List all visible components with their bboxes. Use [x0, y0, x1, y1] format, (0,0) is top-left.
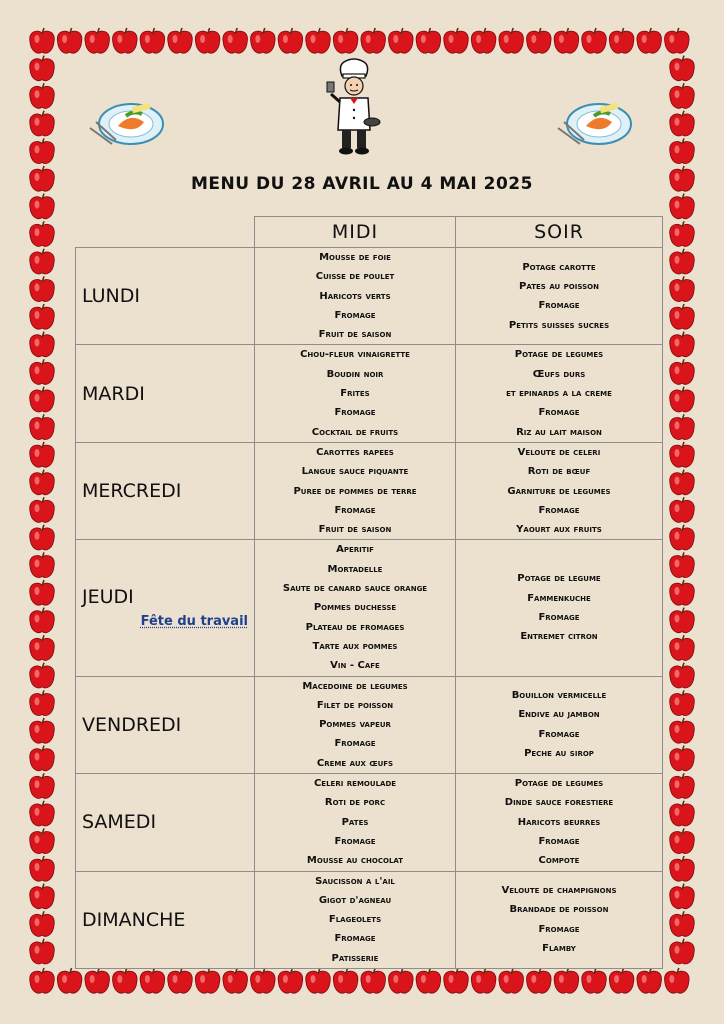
- apple-icon: [609, 28, 634, 53]
- apple-icon: [670, 911, 695, 936]
- soir-cell: [456, 248, 663, 345]
- dish-item: Frites: [340, 388, 370, 400]
- dish-item: Vin - Cafe: [330, 660, 380, 672]
- apple-icon: [30, 828, 55, 853]
- dish-item: Fromage: [334, 835, 376, 847]
- apple-icon: [113, 28, 138, 53]
- apple-icon: [416, 968, 441, 993]
- dish-item: Creme aux œufs: [316, 757, 394, 769]
- column-header-soir: SOIR: [456, 217, 663, 248]
- apple-icon: [195, 968, 220, 993]
- apple-icon: [670, 111, 695, 136]
- dish-item: Fromage: [538, 407, 580, 419]
- apple-icon: [582, 968, 607, 993]
- dish-item: Plateau de fromages: [305, 621, 405, 633]
- apple-icon: [670, 304, 695, 329]
- dish-item: Fromage: [334, 738, 376, 750]
- dish-item: Roti de bœuf: [527, 466, 591, 478]
- dish-item: Mousse au chocolat: [306, 855, 404, 867]
- apple-icon: [30, 801, 55, 826]
- apple-icon: [30, 359, 55, 384]
- apple-icon: [30, 442, 55, 467]
- apple-icon: [85, 968, 110, 993]
- apple-icon: [30, 470, 55, 495]
- apple-icon: [665, 28, 690, 53]
- dish-item: Saucisson a l'ail: [315, 875, 395, 887]
- apple-icon: [333, 968, 358, 993]
- table-row: [76, 248, 663, 345]
- apple-icon: [670, 83, 695, 108]
- soir-cell: [456, 345, 663, 442]
- dish-item: Fromage: [334, 504, 376, 516]
- apple-icon: [670, 497, 695, 522]
- chef-icon: [326, 58, 382, 158]
- table-row: [76, 345, 663, 442]
- apple-icon: [223, 968, 248, 993]
- apple-icon: [499, 968, 524, 993]
- apple-icon: [30, 552, 55, 577]
- dish-item: Fromage: [538, 504, 580, 516]
- apple-icon: [527, 968, 552, 993]
- dish-item: Pommes vapeur: [319, 719, 391, 731]
- dish-item: Œufs durs: [532, 368, 586, 380]
- day-name: DIMANCHE: [82, 908, 186, 931]
- apple-icon: [168, 968, 193, 993]
- apple-icon: [30, 221, 55, 246]
- apple-icon: [670, 608, 695, 633]
- apple-icon: [30, 939, 55, 964]
- dish-item: Pates au poisson: [519, 280, 599, 292]
- dish-item: Potage de legumes: [514, 349, 604, 361]
- dish-item: Fromage: [334, 407, 376, 419]
- apple-icon: [30, 497, 55, 522]
- apple-icon: [195, 28, 220, 53]
- apple-icon: [251, 28, 276, 53]
- dish-item: Endive au jambon: [518, 709, 600, 721]
- dish-item: Mortadelle: [327, 563, 383, 575]
- apple-icon: [670, 828, 695, 853]
- apple-icon: [30, 56, 55, 81]
- apple-icon: [670, 249, 695, 274]
- dish-item: Fruit de saison: [318, 329, 392, 341]
- apple-icon: [85, 28, 110, 53]
- apple-icon: [140, 968, 165, 993]
- day-cell: [76, 676, 255, 773]
- day-name: MARDI: [82, 382, 145, 405]
- apple-icon: [30, 276, 55, 301]
- dish-item: Aperitif: [336, 544, 374, 556]
- dish-item: Mousse de foie: [319, 252, 391, 263]
- day-cell: [76, 345, 255, 442]
- apple-icon: [670, 635, 695, 660]
- apple-icon: [416, 28, 441, 53]
- table-row: [76, 871, 663, 968]
- dish-item: Saute de canard sauce orange: [282, 583, 428, 595]
- apple-icon: [670, 359, 695, 384]
- midi-cell: [255, 774, 456, 871]
- day-cell: [76, 540, 255, 676]
- dish-item: Cocktail de fruits: [311, 426, 399, 438]
- table-corner: [76, 217, 255, 248]
- column-header-midi: MIDI: [255, 217, 456, 248]
- dish-item: Roti de porc: [324, 797, 386, 809]
- midi-cell: [255, 442, 456, 539]
- apple-icon: [670, 773, 695, 798]
- apple-icon: [389, 968, 414, 993]
- apple-icon: [57, 968, 82, 993]
- dish-item: Petits suisses sucres: [508, 319, 610, 331]
- plate-icon: [86, 100, 166, 150]
- apple-icon: [30, 387, 55, 412]
- apple-icon: [670, 442, 695, 467]
- dish-item: Pates: [341, 816, 369, 828]
- midi-cell: [255, 871, 456, 968]
- apple-icon: [140, 28, 165, 53]
- apple-icon: [499, 28, 524, 53]
- apple-icon: [168, 28, 193, 53]
- dish-item: Flamby: [542, 943, 576, 955]
- apple-icon: [333, 28, 358, 53]
- apple-icon: [670, 690, 695, 715]
- table-row: [76, 676, 663, 773]
- dish-item: Boudin noir: [326, 368, 384, 380]
- apple-icon: [306, 968, 331, 993]
- dish-item: Fromage: [334, 309, 376, 321]
- apple-icon: [670, 552, 695, 577]
- dish-item: Dinde sauce forestiere: [504, 797, 614, 809]
- dish-item: Fromage: [538, 728, 580, 740]
- dish-item: Entremet citron: [520, 631, 598, 643]
- menu-body: [76, 248, 663, 969]
- dish-item: Cuisse de poulet: [315, 271, 395, 283]
- apple-icon: [670, 138, 695, 163]
- apple-icon: [278, 968, 303, 993]
- apple-icon: [471, 968, 496, 993]
- apple-icon: [30, 635, 55, 660]
- dish-item: Fromage: [334, 933, 376, 945]
- apple-icon: [30, 194, 55, 219]
- apple-icon: [30, 332, 55, 357]
- apple-icon: [30, 608, 55, 633]
- apple-icon: [389, 28, 414, 53]
- soir-cell: [456, 442, 663, 539]
- dish-item: Brandade de poisson: [509, 904, 609, 916]
- apple-icon: [30, 884, 55, 909]
- apple-icon: [554, 28, 579, 53]
- apple-icon: [609, 968, 634, 993]
- dish-item: Flageolets: [328, 914, 382, 926]
- apple-icon: [30, 663, 55, 688]
- day-name: LUNDI: [82, 285, 140, 308]
- dish-item: Potage de legumes: [514, 778, 604, 790]
- dish-item: Filet de poisson: [316, 699, 394, 711]
- dish-item: Puree de pommes de terre: [293, 485, 417, 497]
- midi-cell: [255, 248, 456, 345]
- dish-item: Macedoine de legumes: [302, 680, 408, 692]
- day-cell: [76, 774, 255, 871]
- dish-item: Yaourt aux fruits: [516, 524, 602, 536]
- soir-cell: [456, 871, 663, 968]
- apple-icon: [361, 28, 386, 53]
- table-row: [76, 442, 663, 539]
- apple-icon: [30, 718, 55, 743]
- apple-icon: [471, 28, 496, 53]
- apple-icon: [113, 968, 138, 993]
- dish-item: Carottes rapees: [316, 446, 394, 458]
- apple-icon: [278, 28, 303, 53]
- plate-icon: [554, 100, 634, 150]
- apple-icon: [30, 856, 55, 881]
- dish-item: Veloute de champignons: [501, 885, 617, 897]
- apple-icon: [670, 580, 695, 605]
- apple-icon: [670, 746, 695, 771]
- apple-icon: [670, 801, 695, 826]
- apple-icon: [670, 276, 695, 301]
- day-cell: [76, 442, 255, 539]
- apple-icon: [30, 746, 55, 771]
- apple-icon: [30, 249, 55, 274]
- apple-icon: [670, 194, 695, 219]
- apple-icon: [30, 111, 55, 136]
- apple-icon: [527, 28, 552, 53]
- dish-item: Celeri remoulade: [313, 778, 397, 790]
- dish-item: Fromage: [538, 611, 580, 623]
- apple-icon: [670, 884, 695, 909]
- dish-item: Langue sauce piquante: [301, 466, 409, 478]
- apple-icon: [30, 690, 55, 715]
- dish-item: Potage carotte: [522, 261, 596, 273]
- dish-item: Tarte aux pommes: [312, 640, 398, 652]
- apple-icon: [554, 968, 579, 993]
- dish-item: Veloute de celeri: [517, 446, 601, 458]
- apple-icon: [670, 525, 695, 550]
- apple-icon: [637, 28, 662, 53]
- apple-icon: [223, 28, 248, 53]
- apple-icon: [670, 663, 695, 688]
- midi-cell: [255, 676, 456, 773]
- apple-icon: [670, 856, 695, 881]
- apple-icon: [30, 414, 55, 439]
- apple-icon: [444, 968, 469, 993]
- table-row: [76, 540, 663, 676]
- soir-cell: [456, 540, 663, 676]
- dish-item: et epinards a la creme: [506, 388, 612, 400]
- dish-item: Gigot d'agneau: [318, 894, 392, 906]
- holiday-note: Fête du travail: [140, 614, 248, 630]
- apple-icon: [306, 28, 331, 53]
- day-name: VENDREDI: [82, 713, 182, 736]
- apple-icon: [361, 968, 386, 993]
- apple-icon: [30, 138, 55, 163]
- dish-item: Bouillon vermicelle: [511, 690, 607, 702]
- apple-icon: [30, 773, 55, 798]
- apple-icon: [665, 968, 690, 993]
- apple-icon: [30, 525, 55, 550]
- apple-icon: [670, 56, 695, 81]
- dish-item: Pommes duchesse: [313, 602, 397, 614]
- apple-icon: [30, 968, 55, 993]
- day-name: SAMEDI: [82, 811, 157, 834]
- dish-item: Fromage: [538, 300, 580, 312]
- dish-item: Potage de legume: [517, 573, 601, 585]
- apple-icon: [670, 718, 695, 743]
- apple-icon: [30, 911, 55, 936]
- apple-icon: [30, 580, 55, 605]
- midi-cell: [255, 540, 456, 676]
- apple-icon: [670, 221, 695, 246]
- dish-item: Peche au sirop: [524, 748, 594, 760]
- menu-title: MENU DU 28 AVRIL AU 4 MAI 2025: [191, 174, 533, 194]
- dish-item: Fromage: [538, 835, 580, 847]
- soir-cell: [456, 774, 663, 871]
- day-name: MERCREDI: [82, 480, 182, 503]
- apple-icon: [670, 470, 695, 495]
- apple-icon: [57, 28, 82, 53]
- soir-cell: [456, 676, 663, 773]
- apple-icon: [30, 83, 55, 108]
- dish-item: Chou-fleur vinaigrette: [300, 349, 410, 361]
- apple-icon: [30, 28, 55, 53]
- dish-item: Riz au lait maison: [516, 426, 602, 438]
- apple-icon: [251, 968, 276, 993]
- apple-icon: [670, 414, 695, 439]
- apple-icon: [670, 939, 695, 964]
- apple-icon: [582, 28, 607, 53]
- dish-item: Haricots beurres: [517, 816, 601, 828]
- day-name: JEUDI: [82, 586, 134, 609]
- dish-item: Garniture de legumes: [507, 485, 611, 497]
- dish-item: Fruit de saison: [318, 524, 392, 536]
- apple-icon: [670, 387, 695, 412]
- dish-item: Fammenkuche: [527, 592, 591, 604]
- apple-icon: [30, 304, 55, 329]
- day-cell: [76, 871, 255, 968]
- dish-item: Patisserie: [331, 952, 379, 964]
- apple-icon: [637, 968, 662, 993]
- table-row: [76, 774, 663, 871]
- menu-table: [75, 216, 663, 969]
- midi-cell: [255, 345, 456, 442]
- dish-item: Compote: [538, 855, 580, 867]
- dish-item: Fromage: [538, 923, 580, 935]
- day-cell: [76, 248, 255, 345]
- dish-item: Haricots verts: [319, 290, 391, 302]
- apple-icon: [670, 332, 695, 357]
- apple-icon: [444, 28, 469, 53]
